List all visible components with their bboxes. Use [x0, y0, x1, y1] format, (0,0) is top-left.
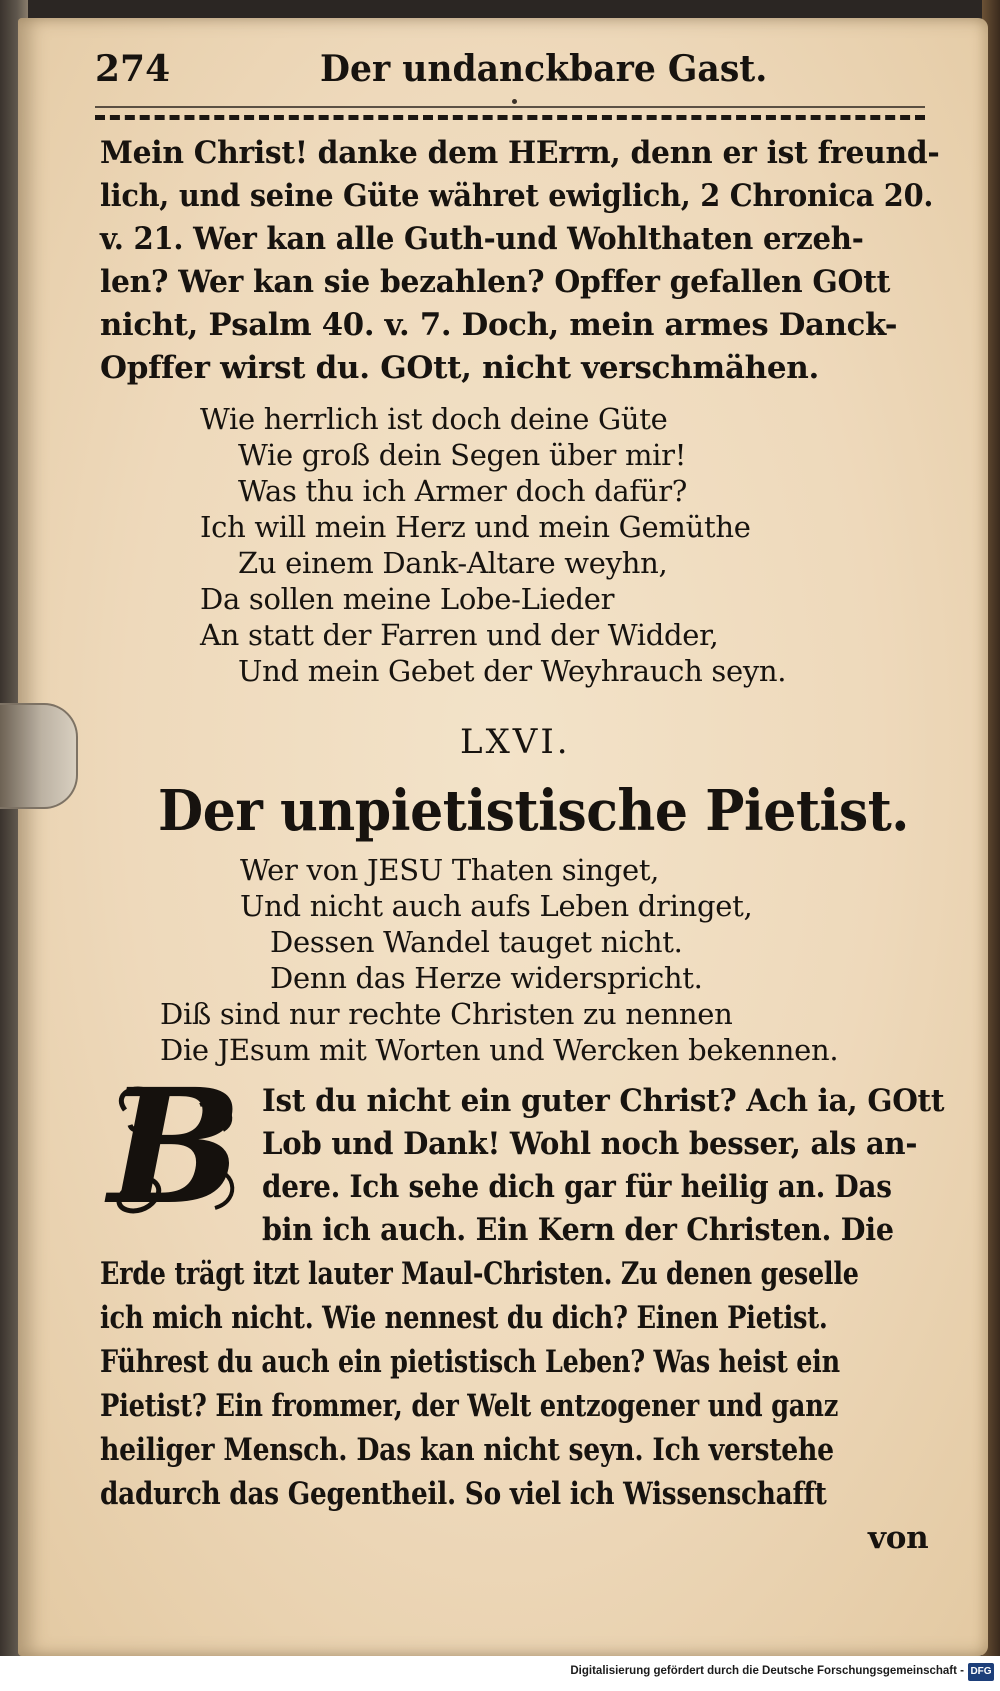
poem-1-line-1: Wie herrlich ist doch deine Güte — [200, 402, 668, 436]
prose-2-line-4: bin ich auch. Ein Kern der Christen. Die — [262, 1212, 894, 1248]
prose-2-line-6: ich mich nicht. Wie nennest du dich? Einen Pietist. — [100, 1300, 828, 1336]
poem-1-line-4: Ich will mein Herz und mein Gemüthe — [200, 510, 751, 544]
drop-cap-initial: B — [108, 1055, 242, 1240]
ink-dot — [512, 99, 517, 104]
prose-2-line-9: heiliger Mensch. Das kan nicht seyn. Ich verstehe — [100, 1432, 834, 1468]
prose-2-line-7: Führest du auch ein pietistisch Leben? Was heist ein — [100, 1344, 840, 1380]
dfg-logo: DFG — [968, 1663, 994, 1681]
prose-2-line-10: dadurch das Gegentheil. So viel ich Wissenschafft — [100, 1476, 827, 1512]
poem-1-line-6: Da sollen meine Lobe-Lieder — [200, 582, 615, 616]
poem-2-line-2: Und nicht auch aufs Leben dringet, — [240, 889, 753, 923]
prose-1-line-2: lich, und seine Güte währet ewiglich, 2 Chronica 20. — [100, 178, 934, 214]
footer-credit: Digitalisierung gefördert durch die Deutsche Forschungsgemeinschaft - — [570, 1665, 964, 1677]
section-title: Der unpietistische Pietist. — [158, 778, 909, 844]
scanner-clip — [0, 703, 78, 809]
poem-1-line-2: Wie groß dein Segen über mir! — [238, 438, 687, 472]
prose-2-line-2: Lob und Dank! Wohl noch besser, als an- — [262, 1126, 918, 1162]
header-rule-thin — [95, 106, 925, 108]
section-number: LXVI. — [460, 722, 571, 762]
prose-1-line-3: v. 21. Wer kan alle Guth-und Wohlthaten erzeh- — [100, 221, 864, 257]
header-rule-dashed — [95, 115, 925, 120]
prose-2-line-3: dere. Ich sehe dich gar für heilig an. Das — [262, 1169, 892, 1205]
prose-1-line-6: Opffer wirst du. GOtt, nicht verschmähen. — [100, 350, 820, 386]
prose-1-line-4: len? Wer kan sie bezahlen? Opffer gefallen GOtt — [100, 264, 891, 300]
digitization-footer — [0, 1656, 1000, 1691]
running-title: Der undanckbare Gast. — [320, 48, 768, 90]
prose-1-line-5: nicht, Psalm 40. v. 7. Doch, mein armes Danck- — [100, 307, 898, 343]
poem-2-line-4: Denn das Herze widerspricht. — [270, 961, 703, 995]
poem-2-line-3: Dessen Wandel tauget nicht. — [270, 925, 683, 959]
poem-2-line-6: Die JEsum mit Worten und Wercken bekennen. — [160, 1033, 839, 1067]
catchword: von — [868, 1520, 929, 1556]
prose-2-line-1: Ist du nicht ein guter Christ? Ach ia, GOtt — [262, 1083, 945, 1119]
poem-1-line-8: Und mein Gebet der Weyhrauch seyn. — [238, 654, 787, 688]
poem-1-line-3: Was thu ich Armer doch dafür? — [238, 474, 687, 508]
poem-1-line-5: Zu einem Dank-Altare weyhn, — [238, 546, 668, 580]
poem-2-line-1: Wer von JESU Thaten singet, — [240, 853, 660, 887]
page-number: 274 — [95, 48, 171, 90]
prose-2-line-8: Pietist? Ein frommer, der Welt entzogener und ganz — [100, 1388, 839, 1424]
poem-2-line-5: Diß sind nur rechte Christen zu nennen — [160, 997, 733, 1031]
prose-1-line-1: Mein Christ! danke dem HErrn, denn er ist freund- — [100, 135, 940, 171]
poem-1-line-7: An statt der Farren und der Widder, — [200, 618, 719, 652]
prose-2-line-5: Erde trägt itzt lauter Maul-Christen. Zu denen geselle — [100, 1256, 859, 1292]
